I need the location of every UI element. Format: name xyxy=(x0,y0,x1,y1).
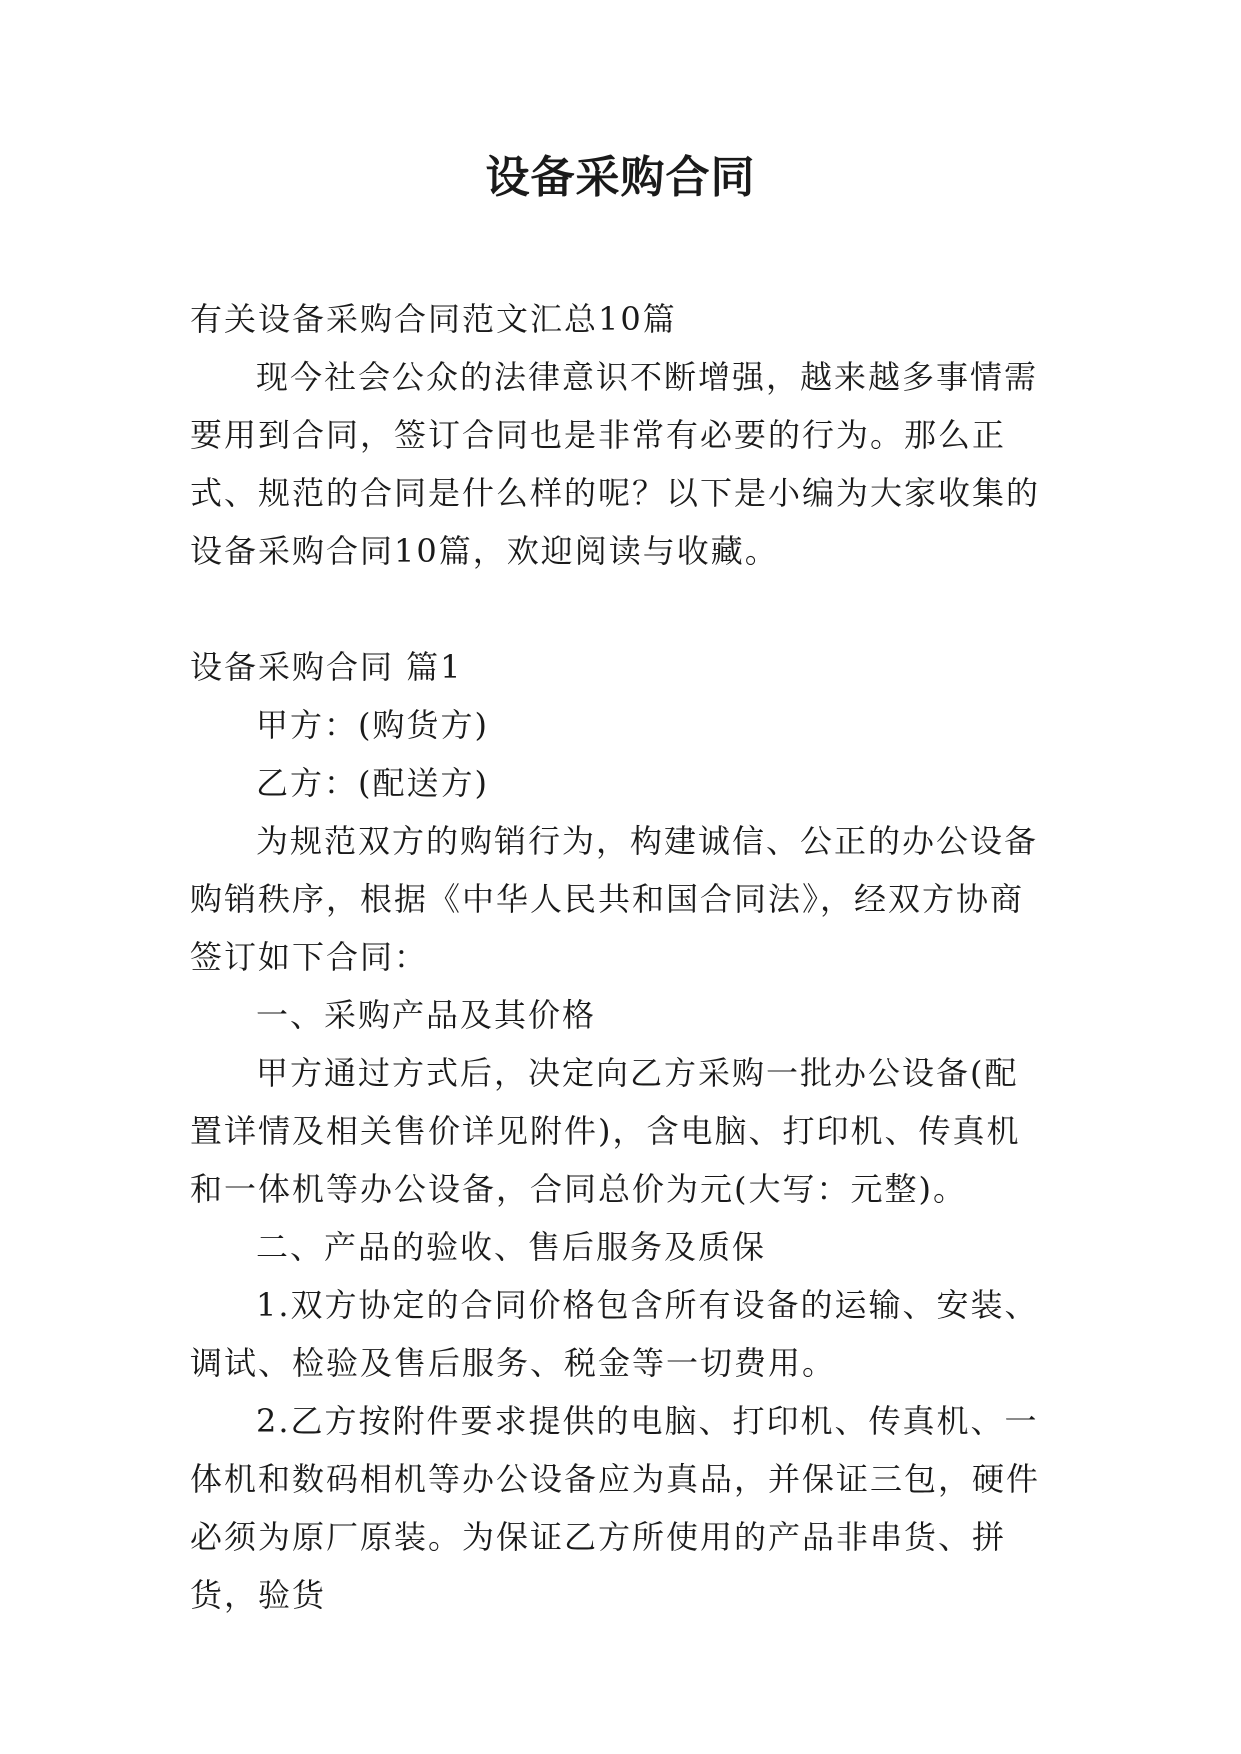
document-body xyxy=(190,290,1052,1624)
intro-heading: 有关设备采购合同范文汇总10篇 xyxy=(190,300,677,338)
document-title: 设备采购合同 xyxy=(485,152,756,203)
clause-1-title: 一、采购产品及其价格 xyxy=(256,996,597,1034)
party-b-line: 乙方：(配送方) xyxy=(256,764,489,802)
intro-paragraph: 现今社会公众的法律意识不断增强，越来越多事情需要用到合同，签订合同也是非常有必要的行为。那么正式、规范的合同是什么样的呢？以下是小编为大家收集的设备采购合同10篇，欢迎阅读与收藏。 xyxy=(190,358,1041,570)
clause-1-paragraph: 甲方通过方式后，决定向乙方采购一批办公设备(配置详情及相关售价详见附件)，含电脑、打印机、传真机和一体机等办公设备，合同总价为元(大写：元整)。 xyxy=(190,1054,1021,1208)
clause-2-item-2: 2.乙方按附件要求提供的电脑、打印机、传真机、一体机和数码相机等办公设备应为真品，并保证三包，硬件必须为原厂原装。为保证乙方所使用的产品非串货、拼货，验货 xyxy=(190,1402,1041,1614)
clause-2-item-1: 1.双方协定的合同价格包含所有设备的运输、安装、调试、检验及售后服务、税金等一切费用。 xyxy=(190,1286,1039,1382)
section-heading: 设备采购合同 篇1 xyxy=(190,648,463,686)
party-a-line: 甲方：(购货方) xyxy=(256,706,489,744)
clause-2-title: 二、产品的验收、售后服务及质保 xyxy=(256,1228,767,1266)
preamble-paragraph: 为规范双方的购销行为，构建诚信、公正的办公设备购销秩序，根据《中华人民共和国合同法》，经双方协商签订如下合同： xyxy=(190,822,1039,976)
